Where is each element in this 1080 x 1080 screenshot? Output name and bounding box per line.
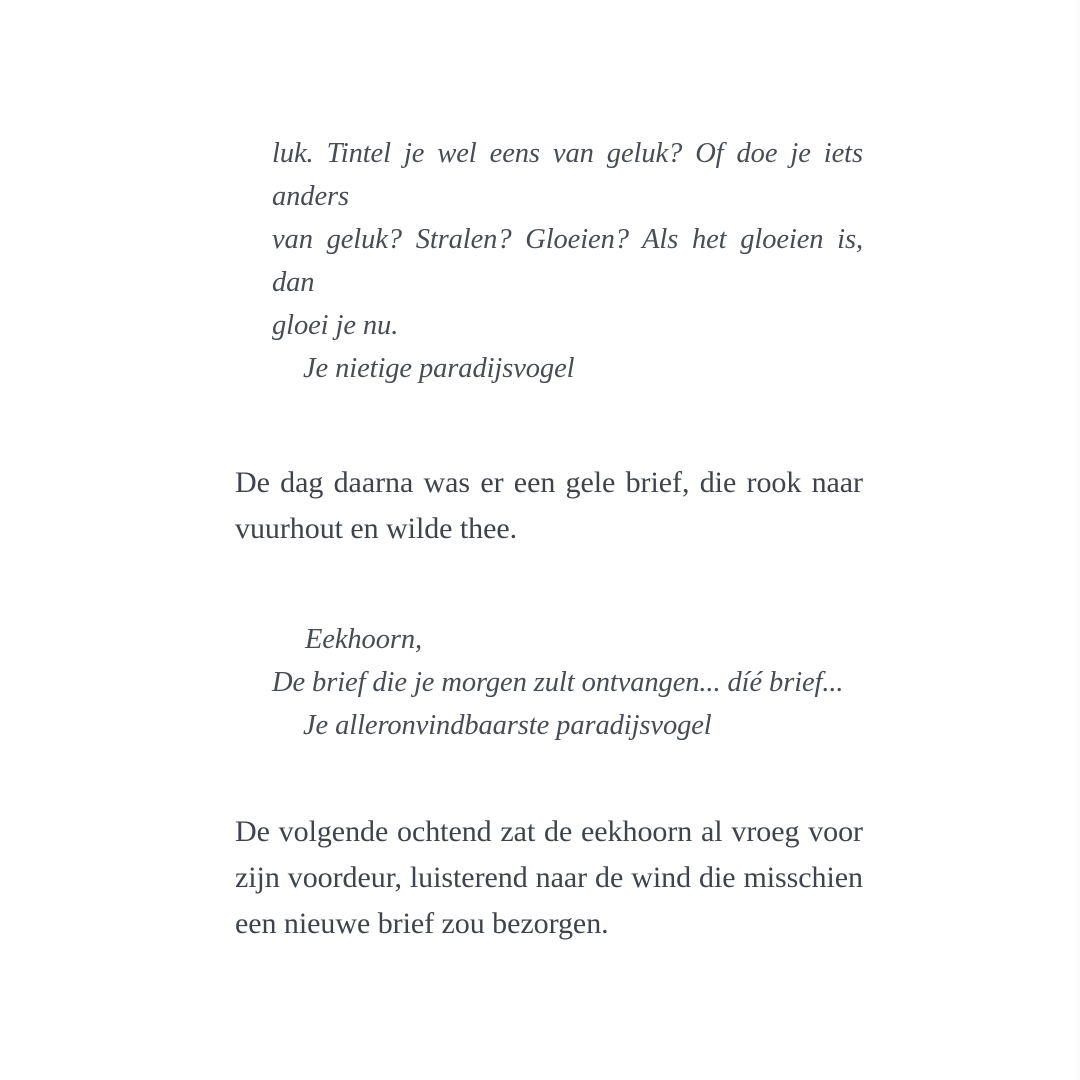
letter-block-two — [235, 618, 863, 747]
letter-two-salutation: Eekhoorn, — [305, 624, 423, 655]
letter-one-line-2: van geluk? Stralen? Gloeien? Als het gloeien is, dan — [272, 224, 863, 298]
paragraph-two: De volgende ochtend zat de eekhoorn al vroeg voor zijn voordeur, luisterend naar de wind die misschien een nieuwe brief zou bezorgen. — [235, 815, 863, 940]
letter-one-line-3: gloei je nu. — [272, 310, 399, 341]
text-column — [235, 132, 863, 947]
letter-one-signature: Je nietige paradijsvogel — [303, 353, 575, 384]
scan-edge-shading — [1074, 0, 1080, 1080]
spacer-letter-one-to-paragraph-one — [235, 390, 863, 460]
letter-one-line-1: luk. Tintel je wel eens van geluk? Of doe je iets anders — [272, 138, 863, 212]
paragraph-one: De dag daarna was er een gele brief, die rook naar vuurhout en wilde thee. — [235, 466, 863, 545]
letter-block-one — [235, 132, 863, 390]
spacer-paragraph-one-to-letter-two — [235, 552, 863, 618]
spacer-letter-two-to-paragraph-two — [235, 747, 863, 809]
letter-two-signature: Je alleronvindbaarste paradijsvogel — [303, 710, 712, 741]
letter-two-body: De brief die je morgen zult ontvangen... díé brief... — [272, 667, 844, 698]
